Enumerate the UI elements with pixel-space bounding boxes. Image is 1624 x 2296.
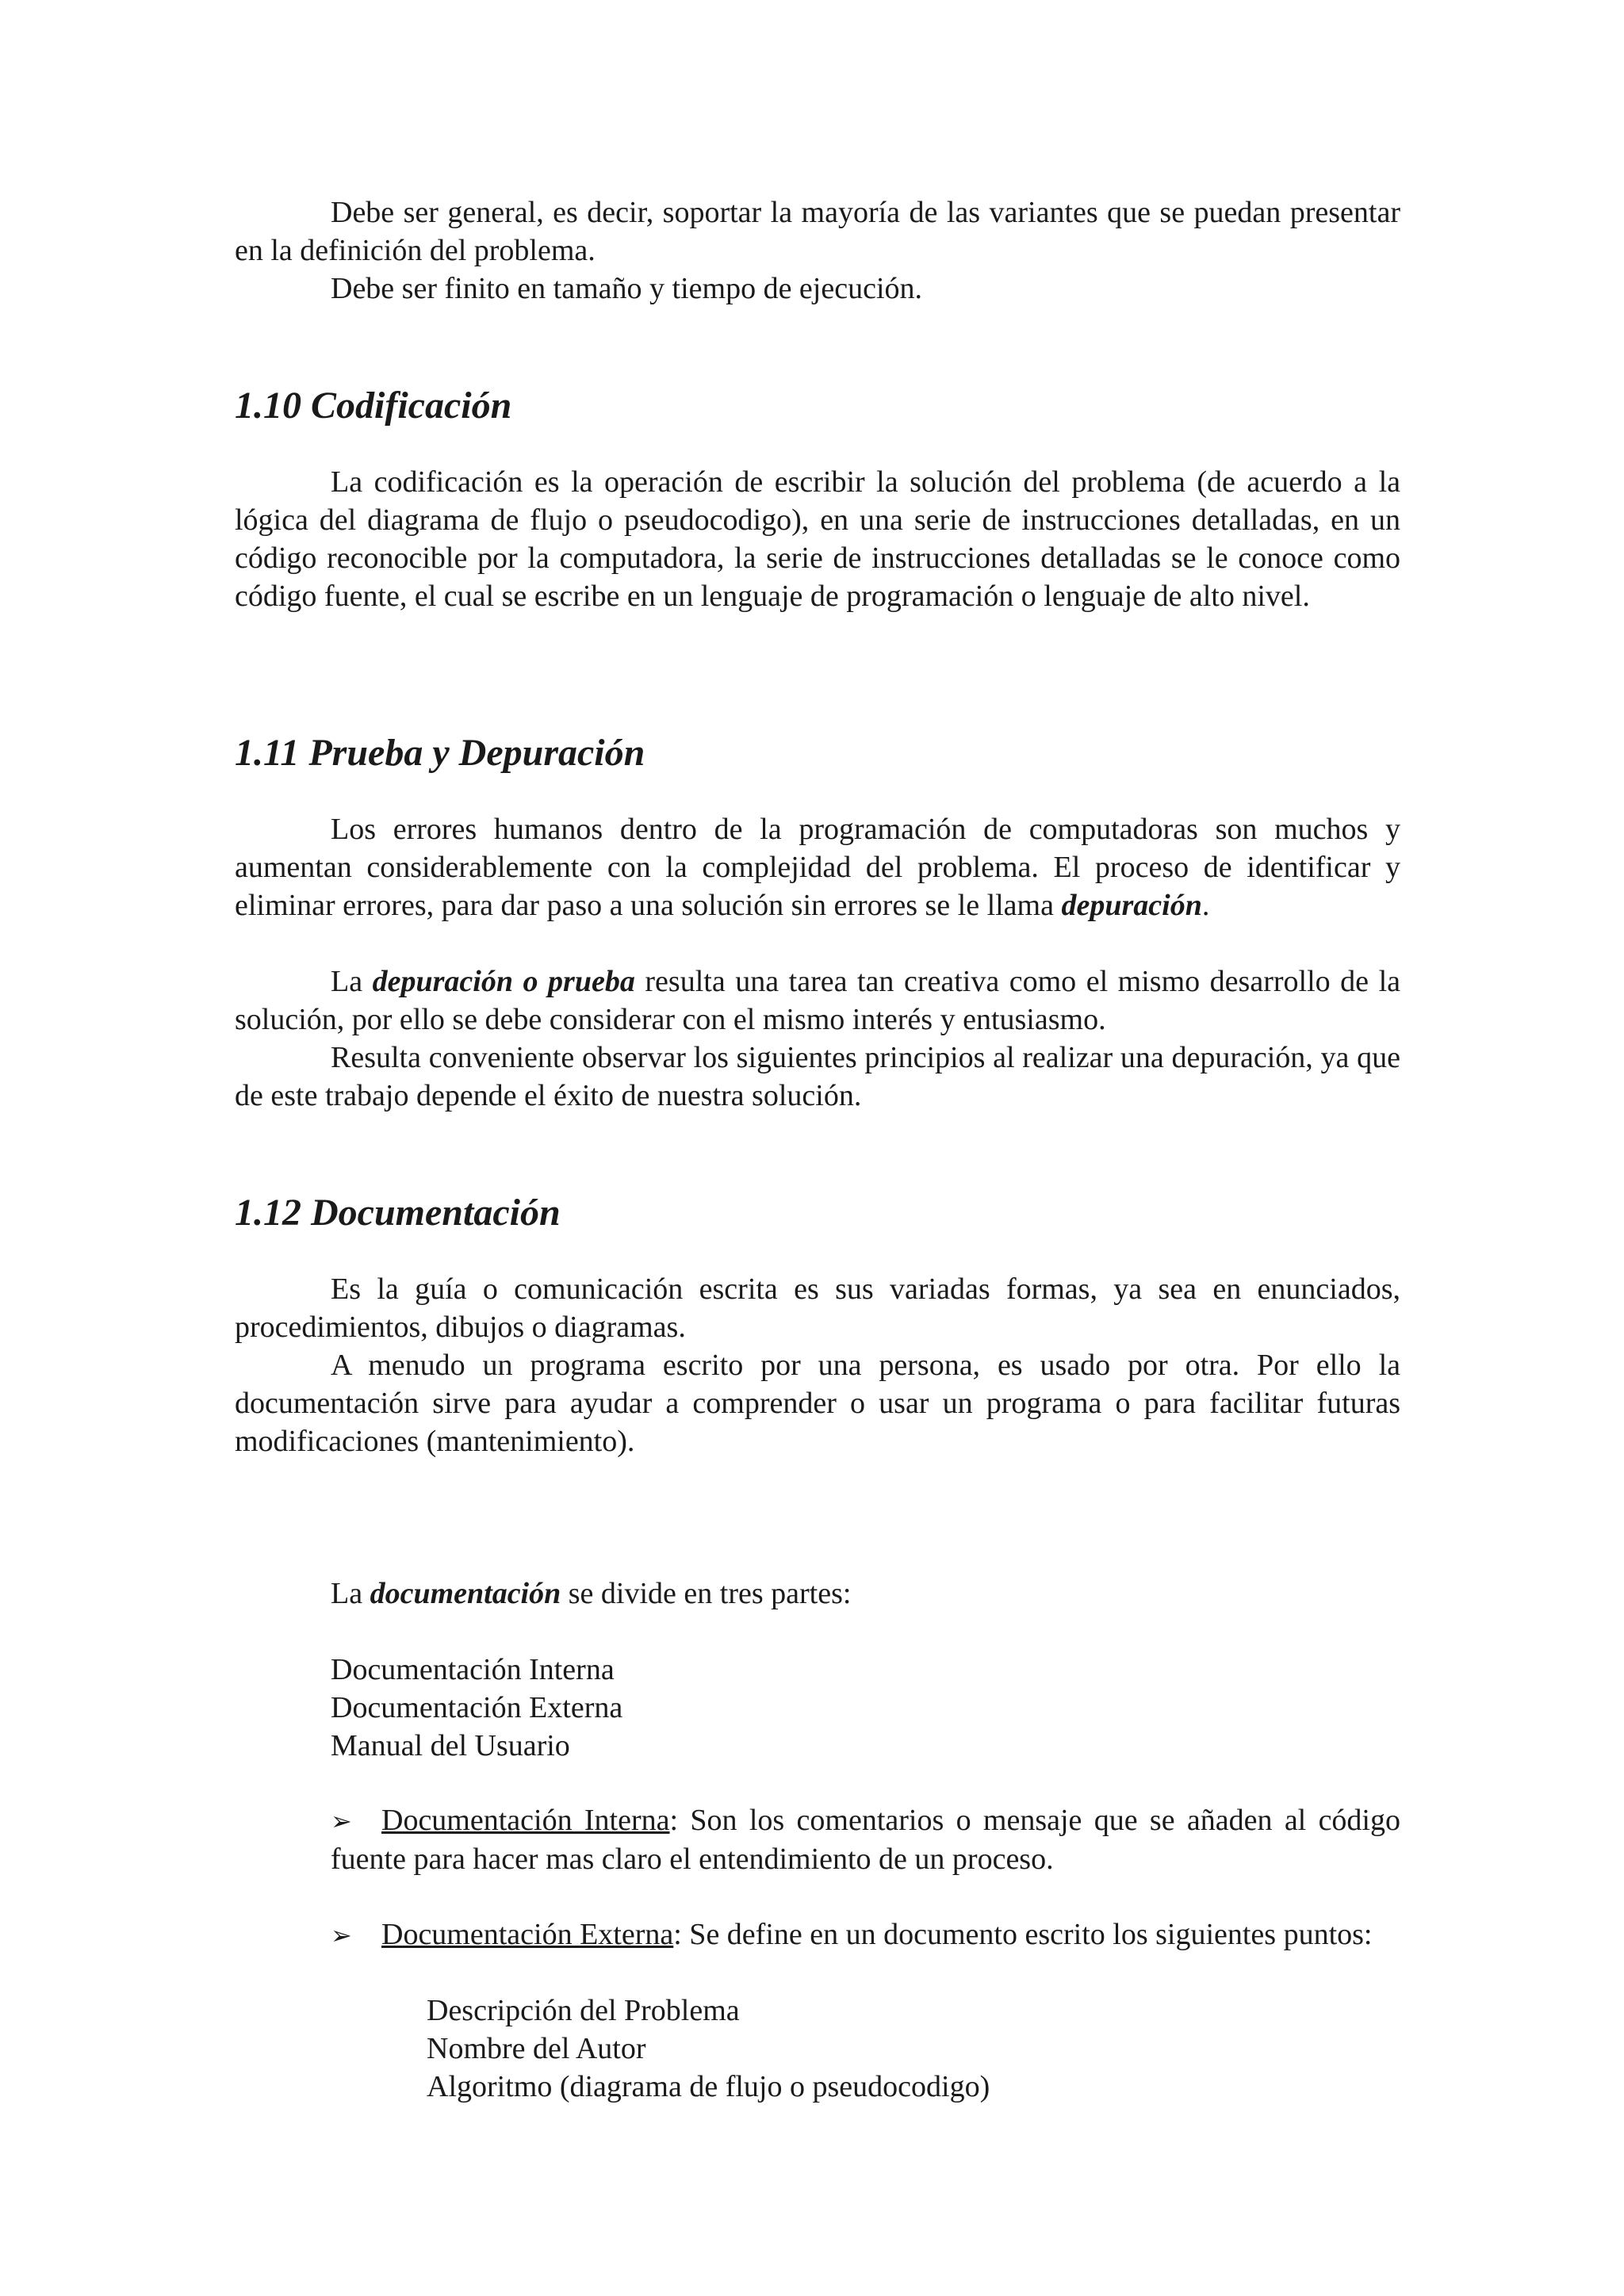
prueba-p1-text: Los errores humanos dentro de la programación de computadoras son muchos y aumentan considerablemente con la complejidad del problema. El proceso de identificar y eliminar errores, para dar paso a una solución sin errores se le llama	[235, 813, 1400, 922]
part-item: Documentación Externa	[331, 1691, 623, 1724]
externa-point: Descripción del Problema	[427, 1994, 740, 2027]
prueba-paragraph-3: Resulta conveniente observar los siguientes principios al realizar una depuración, ya que de este trabajo depende el éxito de nuestra solución.	[235, 1041, 1400, 1112]
codificacion-paragraph: La codificación es la operación de escribir la solución del problema (de acuerdo a la lógica del diagrama de flujo o pseudocodigo), en una serie de instrucciones detalladas, en un código reconocible por la computadora, la serie de instrucciones detalladas se le conoce como código fuente, el cual se escribe en un lenguaje de programación o lenguaje de alto nivel.	[235, 465, 1400, 613]
externa-label: Documentación Externa	[381, 1918, 674, 1951]
externa-point: Algoritmo (diagrama de flujo o pseudocodigo)	[427, 2070, 990, 2103]
heading-documentacion: 1.12 Documentación	[235, 1192, 561, 1234]
documentacion-emphasis: documentación	[370, 1577, 561, 1610]
externa-point: Nombre del Autor	[427, 2032, 646, 2065]
documentacion-divide-line	[331, 1575, 851, 1613]
intro-paragraph-2: Debe ser finito en tamaño y tiempo de ejecución.	[331, 272, 923, 305]
divide-end: se divide en tres partes:	[561, 1577, 852, 1610]
interna-label: Documentación Interna	[381, 1804, 670, 1837]
prueba-paragraph-1	[235, 810, 1400, 924]
externa-bullet	[331, 1915, 1400, 1954]
prueba-p1-end: .	[1201, 889, 1210, 922]
part-item: Documentación Interna	[331, 1653, 615, 1686]
part-item: Manual del Usuario	[331, 1729, 570, 1762]
prueba-p2-start: La	[331, 965, 373, 998]
intro-paragraph-1: Debe ser general, es decir, soportar la mayoría de las variantes que se puedan presentar en la definición del problema.	[235, 196, 1400, 267]
arrow-bullet-icon: ➢	[331, 1806, 352, 1836]
prueba-p2-text: resulta una tarea tan creativa como el mismo desarrollo de la solución, por ello se debe considerar con el mismo interés y entusiasmo.	[235, 965, 1401, 1036]
arrow-bullet-icon: ➢	[331, 1920, 352, 1950]
documentacion-paragraph-1: Es la guía o comunicación escrita es sus variadas formas, ya sea en enunciados, procedimientos, dibujos o diagramas.	[235, 1272, 1400, 1344]
divide-start: La	[331, 1577, 370, 1610]
externa-text: : Se define en un documento escrito los siguientes puntos:	[673, 1918, 1373, 1951]
interna-text: : Son los comentarios o mensaje que se añaden al código fuente para hacer mas claro el entendimiento de un proceso.	[331, 1804, 1400, 1876]
interna-bullet	[331, 1801, 1400, 1878]
depuracion-emphasis: depuración	[1061, 889, 1202, 922]
depuracion-prueba-emphasis: depuración o prueba	[372, 965, 635, 998]
heading-codificacion: 1.10 Codificación	[235, 385, 512, 427]
documentacion-paragraph-2: A menudo un programa escrito por una persona, es usado por otra. Por ello la documentación sirve para ayudar a comprender o usar un programa o para facilitar futuras modificaciones (mantenimiento).	[235, 1349, 1400, 1458]
prueba-paragraph-2	[235, 962, 1400, 1039]
heading-prueba: 1.11 Prueba y Depuración	[235, 732, 645, 774]
